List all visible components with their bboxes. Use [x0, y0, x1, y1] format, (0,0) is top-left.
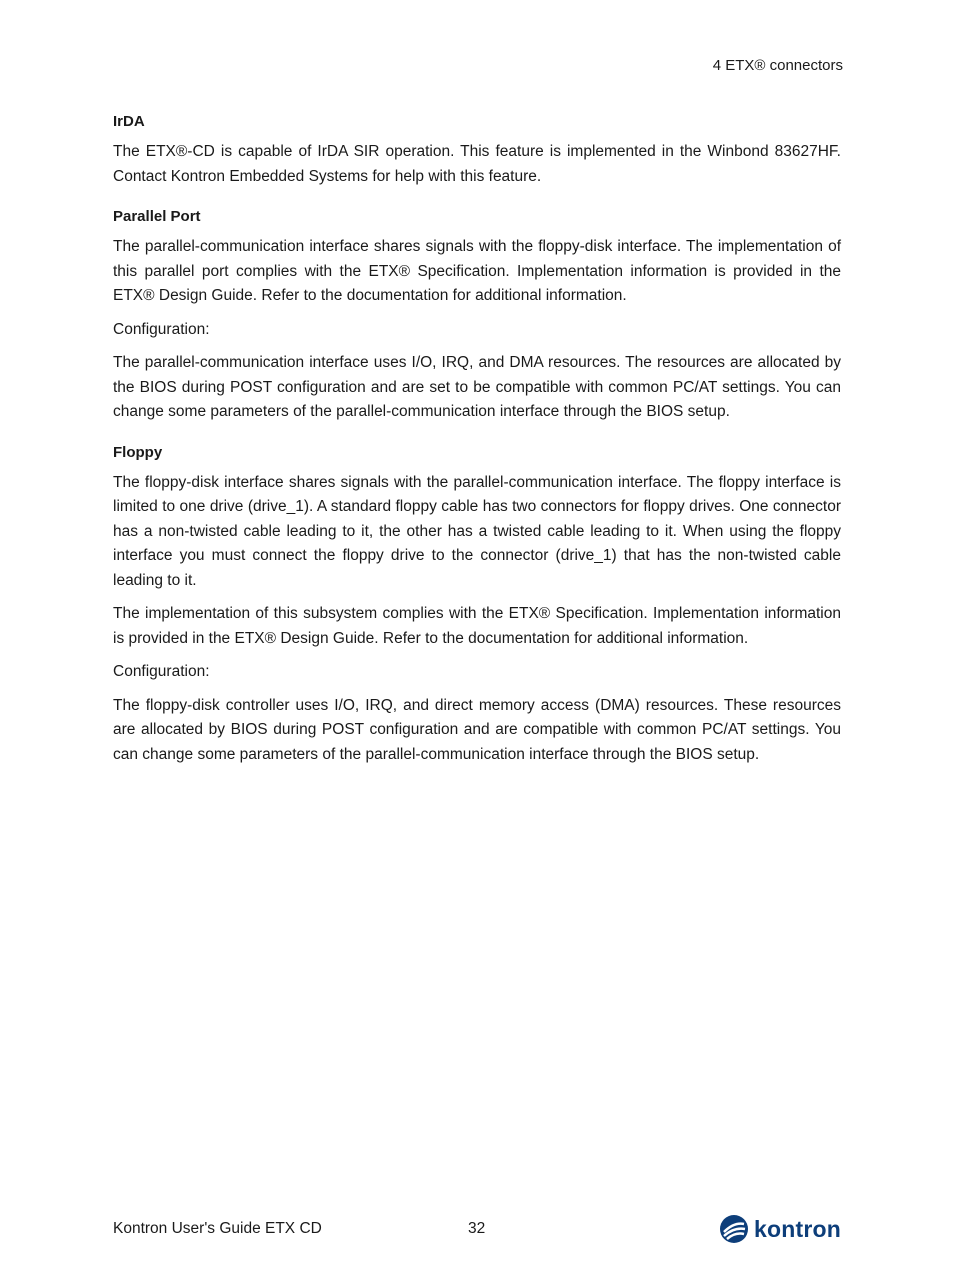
paragraph: Configuration:	[113, 663, 210, 680]
paragraph: The parallel-communication interface shares signals with the floppy-disk interface. The implementation of this parallel port complies with the ETX® Specification. Implementation information is provided in the ETX® Design Guide. Refer to the documentation for additional information.	[113, 238, 841, 304]
section-parallel-port	[113, 208, 841, 425]
paragraph: The ETX®-CD is capable of IrDA SIR operation. This feature is implemented in the Winbond 83627HF. Contact Kontron Embedded Systems for help with this feature.	[113, 143, 841, 185]
paragraph: The floppy-disk controller uses I/O, IRQ, and direct memory access (DMA) resources. These resources are allocated by BIOS during POST configuration and are compatible with common PC/AT settings. You can change some parameters of the parallel-communication interface through the BIOS setup.	[113, 696, 841, 763]
section-floppy	[113, 444, 841, 768]
section-heading: IrDA	[113, 113, 145, 130]
running-header: 4 ETX® connectors	[712, 57, 843, 74]
footer-title: Kontron User's Guide ETX CD	[113, 1220, 322, 1237]
kontron-logo	[719, 1214, 841, 1244]
logo-wordmark: kontron	[754, 1215, 841, 1242]
paragraph: The parallel-communication interface uses I/O, IRQ, and DMA resources. The resources are allocated by the BIOS during POST configuration and are set to be compatible with common PC/AT settings. You can change some parameters of the parallel-communication interface through the BIOS setup.	[113, 354, 841, 420]
page-footer	[113, 1212, 841, 1248]
paragraph: The floppy-disk interface shares signals with the parallel-communication interface. The floppy interface is limited to one drive (drive_1). A standard floppy cable has two connectors for floppy drives. One connector has a non-twisted cable leading to it, the other has a twisted cable leading to it. When using the floppy interface you must connect the floppy drive to the connector (drive_1) that has the non-twisted cable leading to it.	[113, 473, 841, 589]
paragraph: Configuration:	[113, 320, 210, 338]
section-heading: Parallel Port	[113, 208, 201, 225]
section-irda	[113, 113, 841, 189]
page-content	[113, 113, 841, 786]
kontron-logo-icon	[719, 1214, 749, 1244]
section-heading: Floppy	[113, 443, 163, 461]
page-number: 32	[468, 1220, 486, 1237]
paragraph: The implementation of this subsystem complies with the ETX® Specification. Implementation information is provided in the ETX® Design Guide. Refer to the documentation for additional information.	[113, 605, 841, 647]
